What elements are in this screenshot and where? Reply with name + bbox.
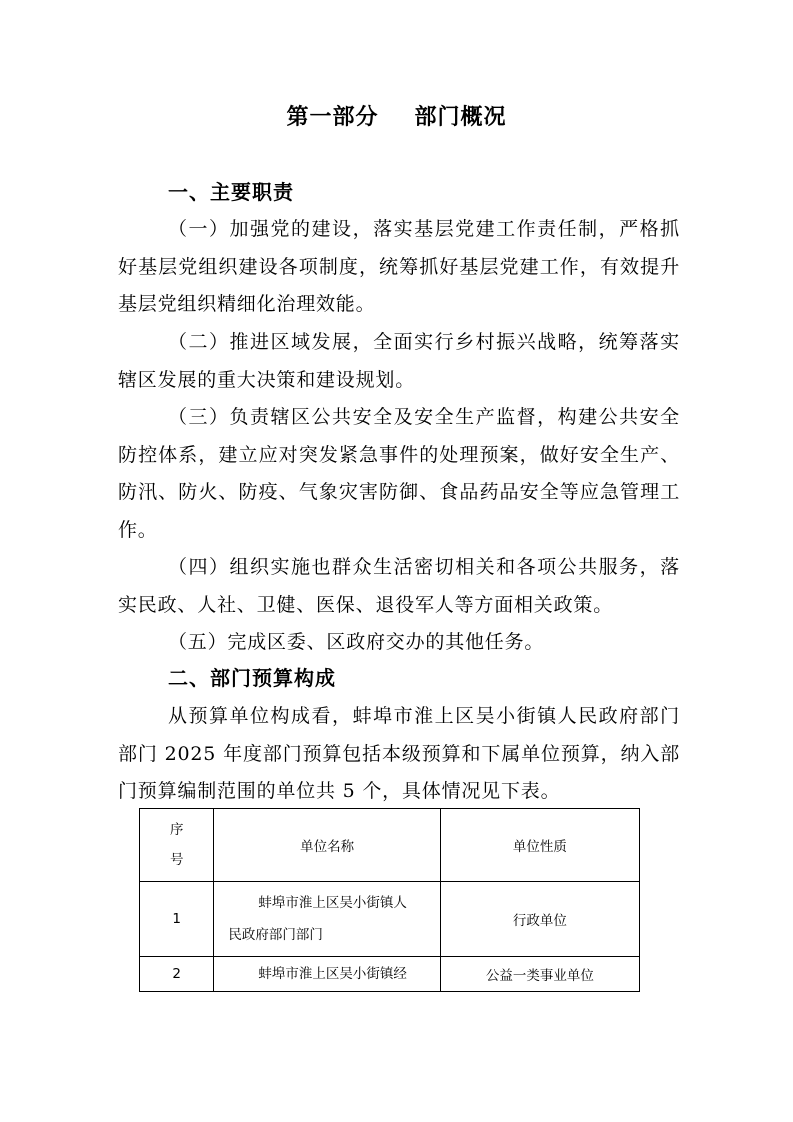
title-name: 部门概况 — [414, 105, 507, 130]
table-row — [140, 882, 640, 957]
duty-paragraph-2: （二）推进区域发展，全面实行乡村振兴战略，统筹落实辖区发展的重大决策和建设规划。 — [118, 331, 680, 391]
budget-paragraph: 从预算单位构成看，蚌埠市淮上区吴小街镇人民政府部门部门 2025 年度部门预算包括本级预算和下属单位预算，纳入部门预算编制范围的单位共 5 个，具体情况见下表。 — [118, 705, 680, 802]
page-title — [0, 100, 793, 136]
section-heading-duties: 一、主要职责 — [168, 180, 294, 204]
header-unit-type: 单位性质 — [440, 809, 639, 882]
title-part: 第一部分 — [286, 105, 379, 130]
duty-paragraph-5: （五）完成区委、区政府交办的其他任务。 — [168, 631, 545, 653]
row-unit-type: 公益一类事业单位 — [440, 957, 639, 992]
duty-paragraph-1: （一）加强党的建设，落实基层党建工作责任制，严格抓好基层党组织建设各项制度，统筹抓好基层党建工作，有效提升基层党组织精细化治理效能。 — [118, 218, 680, 315]
row-unit-type: 行政单位 — [440, 882, 639, 957]
row-unit-name: 蚌埠市淮上区吴小街镇人 民政府部门部门 — [214, 882, 440, 957]
row-number: 1 — [140, 882, 214, 957]
table-row — [140, 957, 640, 992]
row-unit-name: 蚌埠市淮上区吴小街镇经 — [214, 957, 440, 992]
table-header-row — [140, 809, 640, 882]
row-number: 2 — [140, 957, 214, 992]
header-unit-name: 单位名称 — [214, 809, 440, 882]
duty-paragraph-4: （四）组织实施也群众生活密切相关和各项公共服务，落实民政、人社、卫健、医保、退役军人等方面相关政策。 — [118, 556, 680, 616]
units-table — [139, 808, 640, 992]
section-heading-budget: 二、部门预算构成 — [168, 666, 336, 690]
duty-paragraph-3: （三）负责辖区公共安全及安全生产监督，构建公共安全防控体系，建立应对突发紧急事件的处理预案，做好安全生产、防汛、防火、防疫、气象灾害防御、食品药品安全等应急管理工作。 — [118, 406, 680, 541]
header-no: 序 号 — [140, 809, 214, 882]
